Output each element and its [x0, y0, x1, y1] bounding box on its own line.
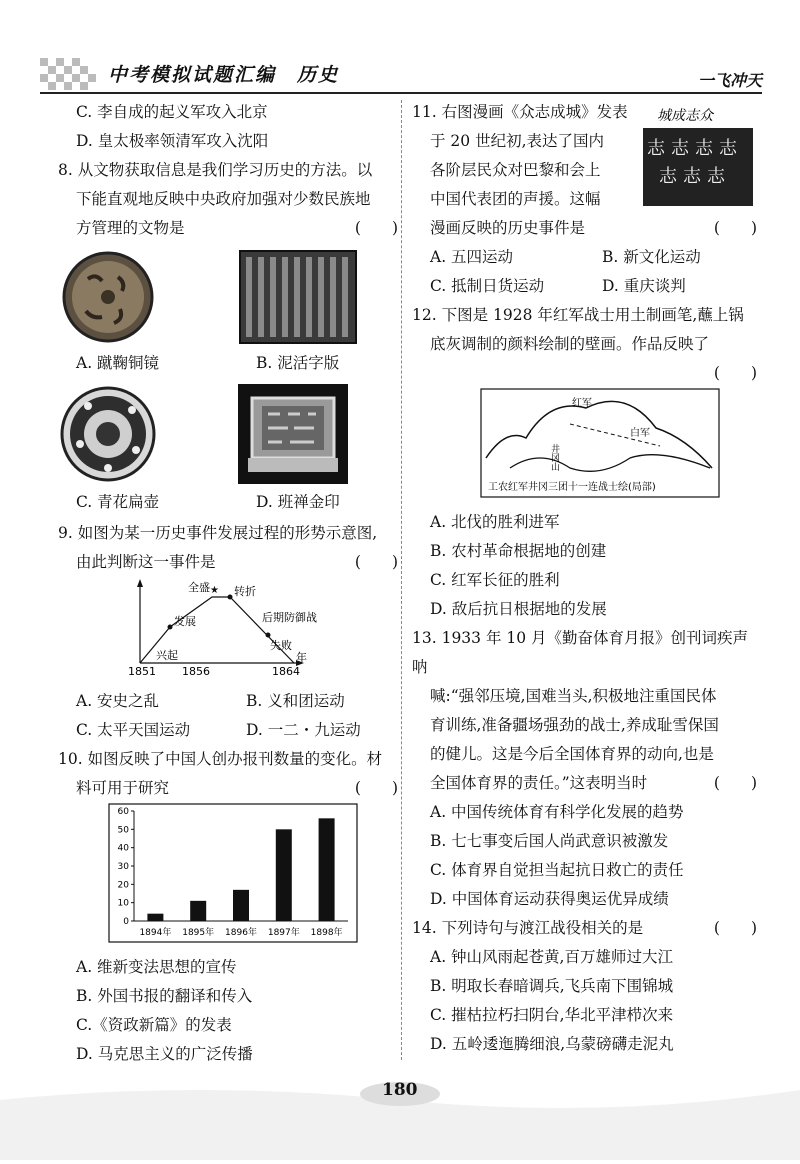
q9-axis-year: 年	[296, 651, 307, 664]
q13-stem-line1: 13. 1933 年 10 月《勤奋体育月报》创刊词疾声呐	[412, 629, 749, 676]
q12-paren-line	[412, 359, 757, 388]
svg-text:志: 志	[719, 138, 737, 159]
q11-stem-line2: 于 20 世纪初,表达了国内	[430, 132, 605, 150]
q12-option-b: B. 农村革命根据地的创建	[430, 542, 607, 560]
chart-x-label: 1895年	[182, 928, 215, 938]
chart-y-tick-label: 30	[117, 862, 129, 872]
q12-stem-line1: 12. 下图是 1928 年红军战士用土制画笔,蘸上锅	[412, 306, 744, 324]
q13-stem-line5: 全国体育界的责任。”这表明当时 ( )	[412, 769, 757, 798]
q12-option-a: A. 北伐的胜利进军	[430, 513, 560, 531]
q11-stem-line3: 各阶层民众对巴黎和会上	[430, 161, 601, 179]
chart-x-label: 1894年	[139, 928, 172, 938]
right-column	[412, 98, 757, 1059]
mural-mountain: 井冈山	[549, 444, 559, 471]
svg-text:志: 志	[683, 166, 701, 187]
q13-option-a: A. 中国传统体育有科学化发展的趋势	[430, 803, 684, 821]
q11-option-a: A. 五四运动	[430, 248, 514, 266]
chart-y-tick-label: 50	[117, 825, 129, 836]
q8-images-row1	[58, 249, 398, 378]
q9-label-develop: 发展	[174, 615, 196, 628]
q9-label-late: 后期防御战	[262, 611, 317, 624]
page-header	[0, 0, 800, 95]
bronze-mirror-icon	[58, 249, 158, 345]
chart-x-label: 1896年	[225, 928, 257, 938]
q9-star-marker: ★	[210, 585, 219, 596]
q8-image-c	[58, 384, 218, 517]
q8-image-a	[58, 249, 218, 378]
q13-option-c: C. 体育界自觉担当起抗日救亡的责任	[430, 861, 684, 879]
q11-options-row1	[412, 243, 757, 272]
q12-option-d: D. 敌后抗日根据地的发展	[430, 600, 607, 618]
q14-option-d: D. 五岭逶迤腾细浪,乌蒙磅礴走泥丸	[430, 1035, 674, 1053]
q9-label-peak: 全盛	[188, 581, 210, 594]
q13-stem-line4: 的健儿。这是今后全国体育界的动向,也是	[430, 745, 714, 763]
q11-cartoon	[637, 102, 757, 222]
q13-stem-line3: 育训练,准备疆场强劲的战士,养成耻雪保国	[430, 716, 719, 734]
chart-y-tick-label: 40	[117, 843, 129, 854]
svg-text:志: 志	[659, 166, 677, 187]
q9-option-a: A. 安史之乱	[76, 692, 160, 710]
q9-options-row2	[58, 716, 398, 745]
q13-stem-line2: 喊:“强邻压境,国难当头,积极地注重国民体	[430, 687, 717, 705]
q8-label-c: C. 青花扁壶	[76, 493, 160, 511]
mural-caption: 工农红军井冈三团十一连战士绘(局部)	[488, 482, 656, 493]
q11-option-b: B. 新文化运动	[602, 248, 701, 266]
q10-option-d: D. 马克思主义的广泛传播	[76, 1045, 253, 1063]
q14-option-a: A. 钟山风雨起苍黄,百万雄师过大江	[430, 948, 673, 966]
chart-bar-1896年	[233, 890, 249, 921]
q9-year-1864: 1864	[272, 665, 300, 678]
q10-stem-line2: 料可用于研究 ( )	[58, 774, 398, 803]
q11-option-c: C. 抵制日货运动	[430, 277, 545, 295]
q11-option-d: D. 重庆谈判	[602, 277, 686, 295]
q9-label-turn: 转折	[234, 585, 256, 598]
q12-option-c: C. 红军长征的胜利	[430, 571, 560, 589]
q12-answer-paren: ( )	[713, 364, 757, 382]
q9-stem-line2: 由此判断这一事件是 ( )	[58, 548, 398, 577]
q11-answer-paren: ( )	[713, 219, 757, 237]
q11-stem-line1: 11. 右图漫画《众志成城》发表	[412, 103, 628, 121]
q9-year-1851: 1851	[128, 665, 156, 678]
q8-images-row2	[58, 384, 398, 517]
q8-answer-paren: ( )	[354, 219, 398, 237]
chart-y-tick-label: 20	[117, 880, 129, 891]
q9-stem-line1: 9. 如图为某一历史事件发展过程的形势示意图,	[58, 524, 378, 542]
q8-stem-line1: 8. 从文物获取信息是我们学习历史的方法。以	[58, 161, 373, 179]
q13-option-b: B. 七七事变后国人尚武意识被激发	[430, 832, 669, 850]
header-brand: 一飞冲天	[697, 71, 762, 90]
chart-x-label: 1898年	[310, 928, 343, 938]
q14-option-b: B. 明取长春暗调兵,飞兵南下围锦城	[430, 977, 674, 995]
q11-stem-line4: 中国代表团的声援。这幅	[430, 190, 601, 208]
q13-answer-paren: ( )	[713, 774, 757, 792]
svg-text:志: 志	[695, 138, 713, 159]
q10-option-a: A. 维新变法思想的宣传	[76, 958, 237, 976]
blue-white-flask-icon	[58, 384, 158, 484]
q12-stem-line2: 底灰调制的颜料绘制的壁画。作品反映了	[430, 335, 710, 353]
chart-bar-1895年	[190, 901, 206, 921]
column-divider	[401, 100, 402, 1060]
q10-bar-chart	[108, 803, 358, 943]
chart-y-tick-label: 0	[123, 917, 129, 927]
q14-answer-paren: ( )	[713, 919, 757, 937]
q9-year-1856: 1856	[182, 665, 210, 678]
q8-stem-line3: 方管理的文物是 ( )	[58, 214, 398, 243]
mural-white-army: 白军	[630, 428, 650, 439]
q9-trend-diagram	[70, 577, 317, 678]
q8-image-d	[238, 384, 398, 517]
chart-y-tick-label: 60	[117, 807, 129, 817]
chart-y-tick-label: 10	[117, 898, 129, 909]
q11-block	[412, 98, 757, 243]
footer-wave-decoration	[0, 1060, 800, 1160]
page-number: 180	[382, 1080, 418, 1100]
q7-option-d: D. 皇太极率领清军攻入沈阳	[76, 132, 269, 150]
q10-option-b: B. 外国书报的翻译和传入	[76, 987, 253, 1005]
golden-seal-icon	[238, 384, 348, 484]
q14-stem-line1: 14. 下列诗句与渡江战役相关的是 ( )	[412, 914, 757, 943]
q7-option-c: C. 李自成的起义军攻入北京	[76, 103, 268, 121]
q9-options-row1	[58, 687, 398, 716]
q8-label-a: A. 蹴鞠铜镜	[76, 354, 160, 372]
q9-option-b: B. 义和团运动	[246, 692, 345, 710]
q9-label-fail: 失败	[270, 639, 292, 652]
q11-options-row2	[412, 272, 757, 301]
header-rule	[40, 92, 762, 94]
q9-answer-paren: ( )	[354, 553, 398, 571]
svg-text:志: 志	[707, 166, 725, 187]
q14-option-c: C. 摧枯拉朽扫阴台,华北平津栉次来	[430, 1006, 674, 1024]
q10-option-c: C.《资政新篇》的发表	[76, 1016, 232, 1034]
svg-text:志: 志	[647, 138, 665, 159]
q12-mural	[480, 388, 720, 498]
clay-type-plate-icon	[238, 249, 358, 345]
chart-bar-1898年	[319, 818, 335, 921]
q8-stem-line2: 下能直观地反映中央政府加强对少数民族地	[76, 190, 371, 208]
q11-stem-line5: 漫画反映的历史事件是 ( )	[412, 214, 757, 243]
q8-label-d: D. 班禅金印	[256, 493, 340, 511]
header-checker-decoration	[40, 58, 102, 90]
chart-x-label: 1897年	[267, 928, 300, 938]
mural-red-army: 红军	[572, 398, 592, 409]
left-column	[58, 98, 398, 1069]
svg-text:志: 志	[671, 138, 689, 159]
chart-bar-1897年	[276, 829, 292, 921]
header-title: 中考模拟试题汇编 历史	[108, 64, 340, 86]
q9-option-c: C. 太平天国运动	[76, 721, 191, 739]
q10-stem-line1: 10. 如图反映了中国人创办报刊数量的变化。材	[58, 750, 383, 768]
q8-label-b: B. 泥活字版	[256, 354, 340, 372]
q9-option-d: D. 一二・九运动	[246, 721, 361, 739]
q10-answer-paren: ( )	[354, 779, 398, 797]
q8-image-b	[238, 249, 398, 378]
chart-bar-1894年	[147, 914, 163, 921]
q13-option-d: D. 中国体育运动获得奥运优异成绩	[430, 890, 669, 908]
q9-label-rise: 兴起	[156, 649, 178, 662]
cartoon-title: 城成志众	[657, 108, 713, 124]
